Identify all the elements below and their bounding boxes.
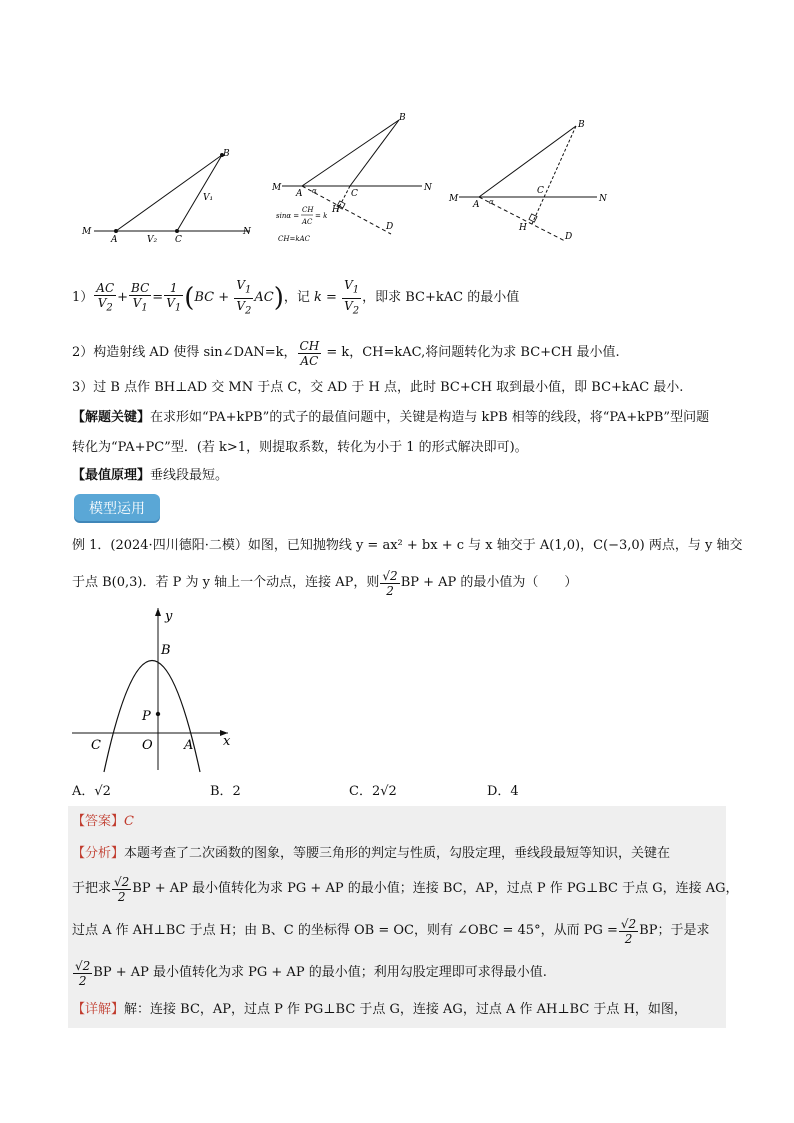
svg-text:AC: AC bbox=[302, 218, 313, 226]
figure-3 bbox=[445, 115, 615, 250]
svg-text:α: α bbox=[489, 198, 494, 206]
analysis-line-2: 于把求 $\frac{√2}{2}$ BP + AP 最小值转化为求 PG + AP 的最小值；连接 BC，AP，过点 P 作 PG⊥BC 于点 G，连接 AG， bbox=[72, 874, 739, 904]
svg-text:sinα =: sinα = bbox=[276, 212, 300, 220]
parabola-graph bbox=[68, 604, 238, 774]
example-line-2: 于点 B(0,3)．若 P 为 y 轴上一个动点，连接 AP，则 $\frac{√2}{2}$ BP + AP 的最小值为（ ） bbox=[72, 568, 578, 598]
svg-text:B: B bbox=[161, 643, 171, 658]
answer: 【答案】C bbox=[72, 814, 134, 829]
svg-text:V₁: V₁ bbox=[203, 193, 214, 203]
svg-text:C: C bbox=[537, 186, 544, 196]
svg-text:C: C bbox=[351, 189, 358, 199]
section-badge: 模型运用 bbox=[74, 494, 160, 521]
step-3: 3）过 B 点作 BH⊥AD 交 MN 于点 C，交 AD 于 H 点，此时 BC+CH 取到最小值，即 BC+kAC 最小. bbox=[72, 380, 684, 395]
svg-text:P: P bbox=[142, 709, 151, 724]
figure-2 bbox=[268, 108, 438, 253]
svg-text:H: H bbox=[332, 205, 340, 215]
svg-text:C: C bbox=[91, 738, 101, 753]
svg-text:C: C bbox=[175, 235, 182, 245]
svg-text:O: O bbox=[142, 738, 153, 753]
svg-text:N: N bbox=[243, 227, 251, 237]
svg-text:A: A bbox=[111, 235, 118, 245]
svg-text:y: y bbox=[165, 609, 173, 624]
svg-text:V₂: V₂ bbox=[147, 235, 158, 245]
option-a[interactable]: A．√2 bbox=[72, 784, 111, 799]
svg-text:M: M bbox=[449, 194, 459, 204]
svg-text:x: x bbox=[223, 734, 231, 749]
svg-text:D: D bbox=[565, 232, 573, 242]
analysis-line-1: 【分析】本题考查了二次函数的图象，等腰三角形的判定与性质，勾股定理，垂线段最短等知识，关键在 bbox=[72, 846, 671, 861]
option-b[interactable]: B．2 bbox=[210, 784, 241, 799]
analysis-line-3: 过点 A 作 AH⊥BC 于点 H；由 B、C 的坐标得 OB = OC，则有 ∠OBC = 45°，从而 PG = $\frac{√2}{2}$ BP；于是求 bbox=[72, 916, 710, 946]
principle: 【最值原理】垂线段最短。 bbox=[72, 468, 229, 483]
example-line-1: 例 1．(2024·四川德阳·二模）如图，已知抛物线 y = ax² + bx + c 与 x 轴交于 A(1,0)，C(−3,0) 两点，与 y 轴交 bbox=[72, 538, 743, 553]
step-1: 1） $\frac{AC}{V_2}$ + $\frac{BC}{V_1}$ = $\frac{1}{V_1}$ ( BC + $\frac{V_1}{V_2}$ AC ) ，记 k = $\frac{V_1}{V_2}$ ，即求 BC+kAC 的最小值 bbox=[72, 278, 520, 316]
label-M: M bbox=[82, 227, 92, 237]
option-c[interactable]: C．2√2 bbox=[349, 784, 397, 799]
svg-text:B: B bbox=[223, 149, 230, 159]
svg-text:D: D bbox=[386, 222, 394, 232]
svg-text:B: B bbox=[578, 120, 585, 130]
svg-text:H: H bbox=[519, 223, 527, 233]
analysis-line-4: $\frac{√2}{2}$ BP + AP 最小值转化为求 PG + AP 的最小值；利用勾股定理即可求得最小值. bbox=[75, 958, 547, 988]
key-line-2: 转化为“PA+PC”型．(若 k>1，则提取系数，转化为小于 1 的形式解决即可)。 bbox=[72, 440, 528, 455]
svg-text:= k: = k bbox=[315, 212, 328, 220]
svg-text:A: A bbox=[473, 200, 480, 210]
option-d[interactable]: D．4 bbox=[487, 784, 519, 799]
svg-text:N: N bbox=[599, 194, 607, 204]
svg-text:M: M bbox=[272, 183, 282, 193]
detail: 【详解】解：连接 BC，AP，过点 P 作 PG⊥BC 于点 G，连接 AG，过点 A 作 AH⊥BC 于点 H，如图， bbox=[72, 1002, 687, 1017]
svg-text:A: A bbox=[184, 738, 194, 753]
svg-text:CH: CH bbox=[302, 206, 314, 214]
svg-text:α: α bbox=[312, 187, 317, 195]
svg-text:CH=kAC: CH=kAC bbox=[278, 235, 310, 243]
svg-text:N: N bbox=[424, 183, 432, 193]
key-line-1: 【解题关键】在求形如“PA+kPB”的式子的最值问题中，关键是构造与 kPB 相等的线段，将“PA+kPB”型问题 bbox=[72, 410, 710, 425]
figure-1 bbox=[80, 140, 260, 250]
svg-text:A: A bbox=[296, 189, 303, 199]
step-2: 2）构造射线 AD 使得 sin∠DAN=k， $\frac{CH}{AC}$ = k ，CH=kAC,将问题转化为求 BC+CH 最小值. bbox=[72, 338, 620, 368]
svg-text:B: B bbox=[399, 113, 406, 123]
